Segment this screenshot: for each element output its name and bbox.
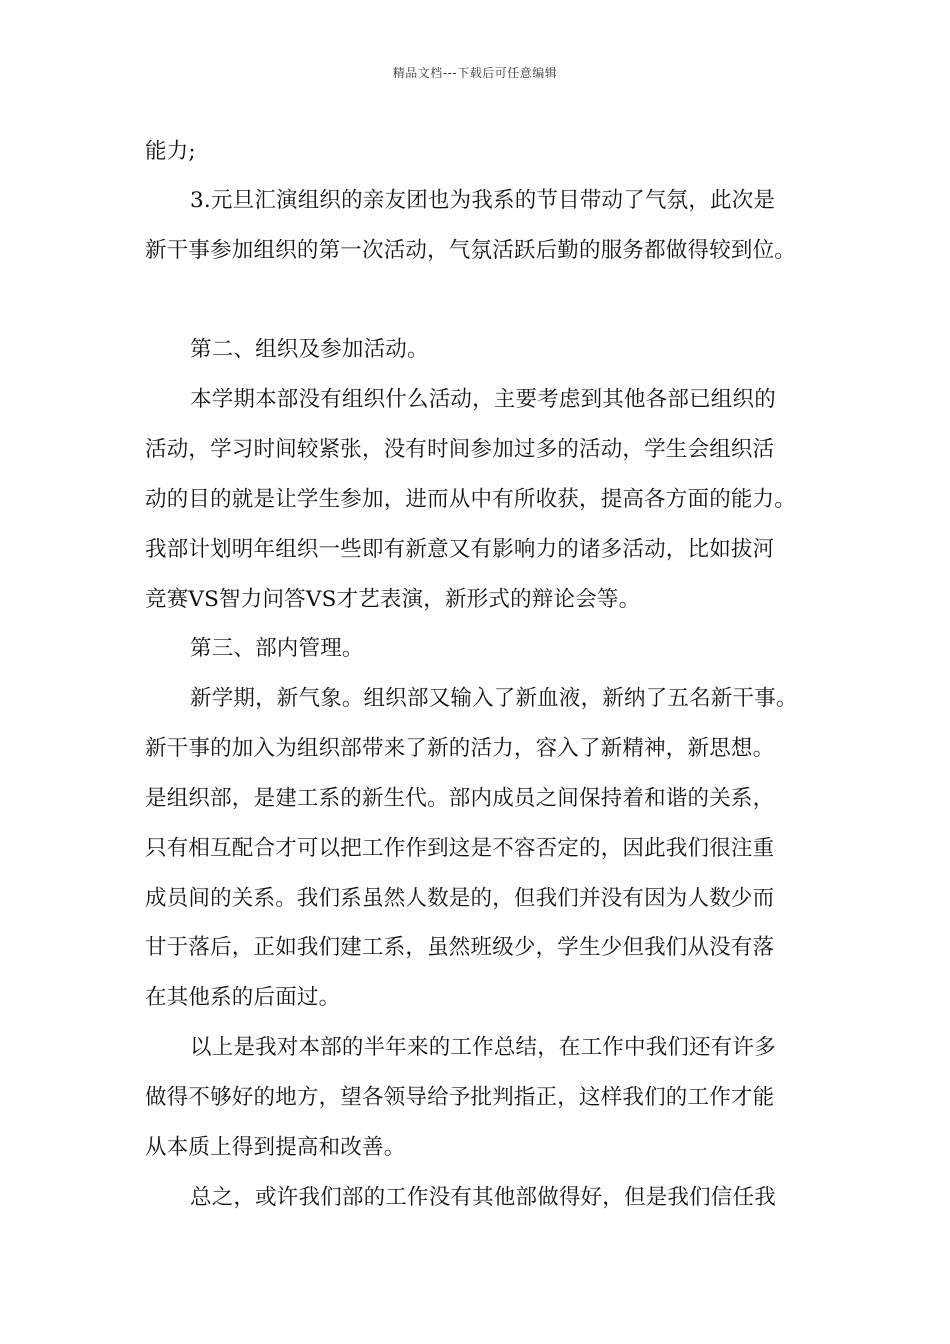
text-line: 做得不够好的地方，望各领导给予批判指正，这样我们的工作才能 [145,1085,775,1110]
text-line: 新学期，新气象。组织部又输入了新血液，新纳了五名新干事。 [190,686,798,711]
text-line: 活动，学习时间较紧张，没有时间参加过多的活动，学生会组织活 [145,437,775,462]
text-line: 新干事的加入为组织部带来了新的活力，容入了新精神，新思想。 [145,736,775,761]
text-line: 在其他系的后面过。 [145,985,341,1010]
text-line: 3.元旦汇演组织的亲友团也为我系的节目带动了气氛，此次是 [190,188,776,213]
text-line: 以上是我对本部的半年来的工作总结，在工作中我们还有许多 [190,1035,776,1060]
text-line: 从本质上得到提高和改善。 [145,1135,406,1160]
text-line: 竞赛VS智力问答VS才艺表演，新形式的辩论会等。 [145,587,641,612]
text-line: 甘于落后，正如我们建工系，虽然班级少，学生少但我们从没有落 [145,935,775,960]
text-line: 是组织部，是建工系的新生代。部内成员之间保持着和谐的关系， [145,786,775,811]
text-line: 能力; [145,139,196,164]
text-line: 总之，或许我们部的工作没有其他部做得好，但是我们信任我 [190,1185,776,1210]
text-line: 只有相互配合才可以把工作作到这是不容否定的，因此我们很注重 [145,836,775,861]
text-line: 动的目的就是让学生参加，进而从中有所收获，提高各方面的能力。 [145,487,797,512]
text-line: 我部计划明年组织一些即有新意又有影响力的诸多活动，比如拔河 [145,537,775,562]
page-header-watermark: 精品文档---下载后可任意编辑 [392,66,558,80]
section-heading: 第三、部内管理。 [190,636,364,661]
text-line: 新干事参加组织的第一次活动，气氛活跃后勤的服务都做得较到位。 [145,238,797,263]
text-line: 本学期本部没有组织什么活动，主要考虑到其他各部已组织的 [190,387,776,412]
text-line: 成员间的关系。我们系虽然人数是的，但我们并没有因为人数少而 [145,886,775,911]
section-heading: 第二、组织及参加活动。 [190,337,429,362]
